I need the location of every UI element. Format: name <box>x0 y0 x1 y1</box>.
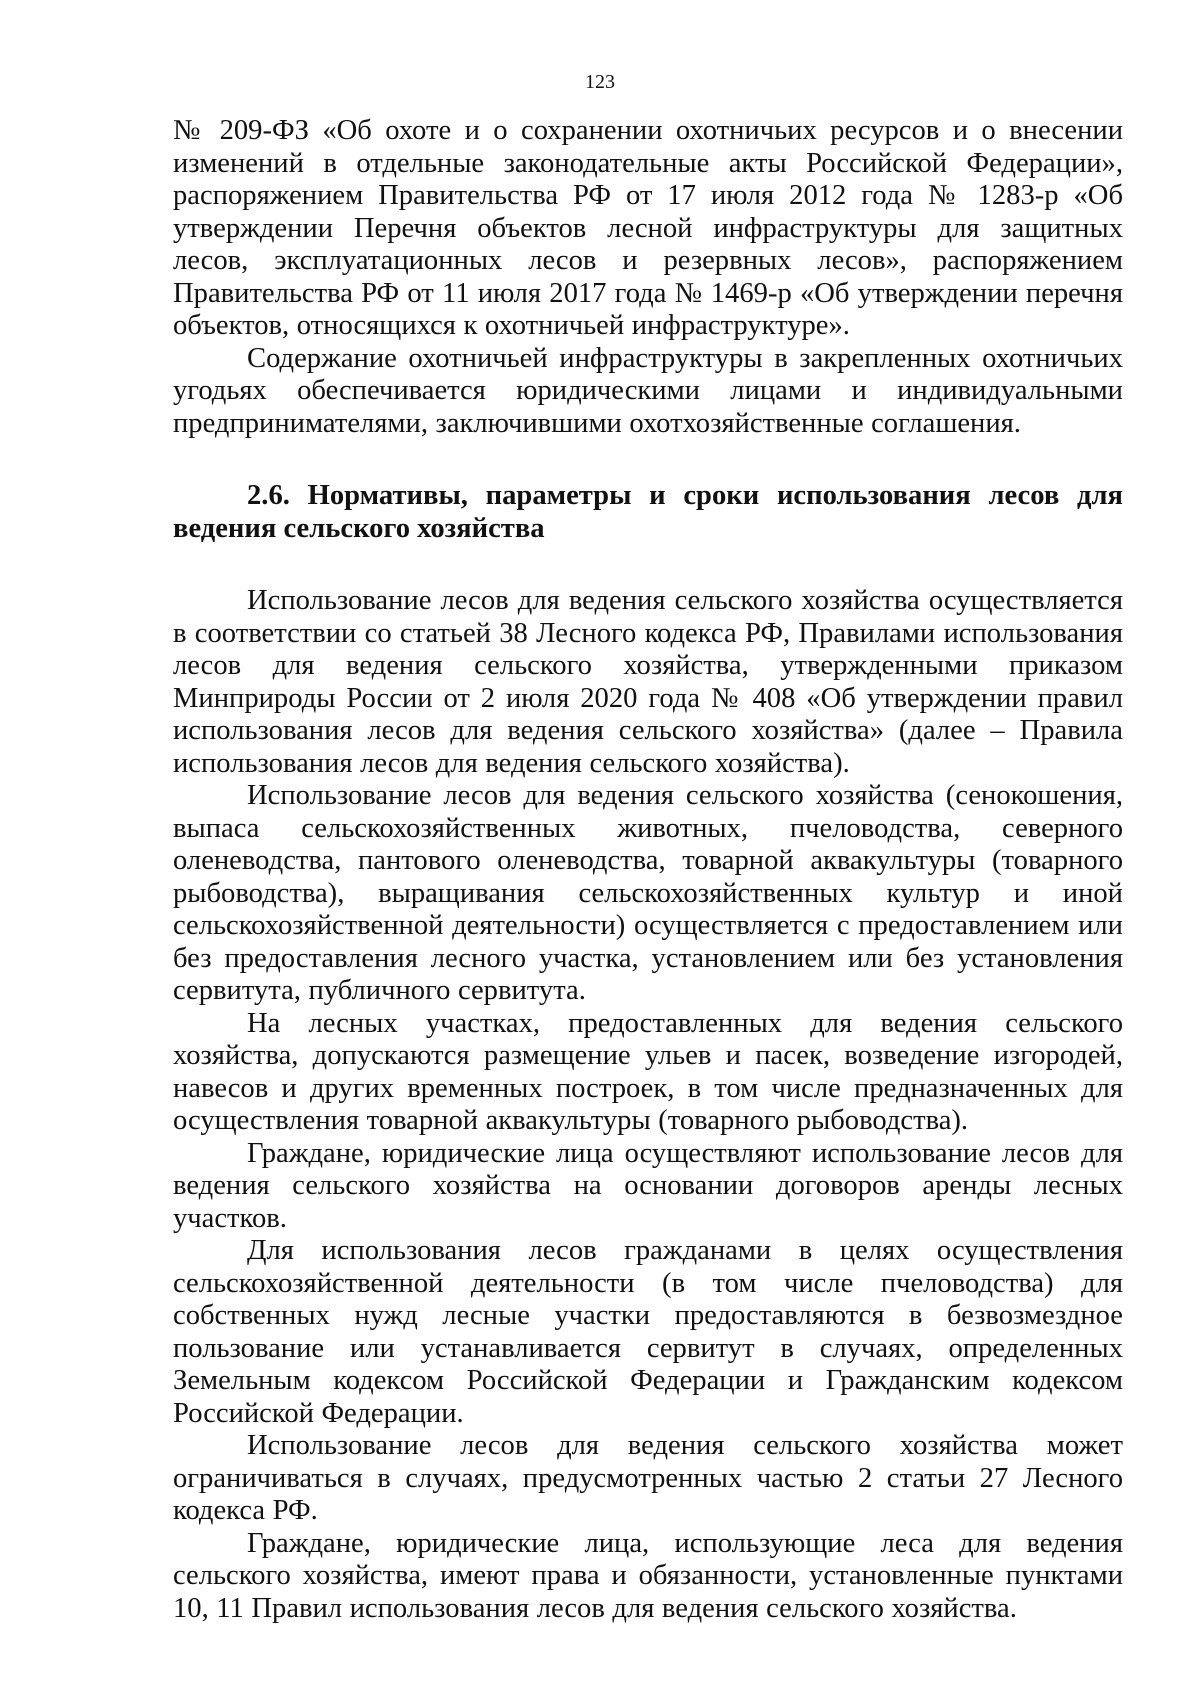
paragraph-lease-basis: Граждане, юридические лица осуществляют использование лесов для ведения сельского хозяйства на основании договоров аренды лесных участков. <box>173 1137 1123 1234</box>
paragraph-allowed-structures: На лесных участках, предоставленных для ведения сельского хозяйства, допускаются размещение ульев и пасек, возведение изгородей, навесов и других временных построек, в том числе предназначенных для осуществления товарной аквакультуры (товарного рыбоводства). <box>173 1007 1123 1136</box>
section-heading: 2.6. Нормативы, параметры и сроки использования лесов для ведения сельского хозяйства <box>173 480 1123 544</box>
paragraph-hunting-infrastructure: Содержание охотничьей инфраструктуры в закрепленных охотничьих угодьях обеспечивается юридическими лицами и индивидуальными предпринимателями, заключившими охотхозяйственные соглашения. <box>173 342 1123 439</box>
spacer <box>173 440 1123 480</box>
paragraph-free-use: Для использования лесов гражданами в целях осуществления сельскохозяйственной деятельности (в том числе пчеловодства) для собственных нужд лесные участки предоставляются в безвозмездное пользование или устанавливается сервитут в случаях, определенных Земельным кодексом Российской Федерации и Гражданским кодексом Российской Федерации. <box>173 1235 1123 1429</box>
spacer <box>173 545 1123 585</box>
paragraph-types-of-use: Использование лесов для ведения сельского хозяйства (сенокошения, выпаса сельскохозяйственных животных, пчеловодства, северного оленеводства, пантового оленеводства, товарной аквакультуры (товарного рыбоводства), выращивания сельскохозяйственных культур и иной сельскохозяйственной деятельности) осуществляется с предоставлением или без предоставления лесного участка, установлением или без установления сервитута, публичного сервитута. <box>173 780 1123 1006</box>
paragraph-legal-basis: Использование лесов для ведения сельского хозяйства осуществляется в соответствии со статьей 38 Лесного кодекса РФ, Правилами использования лесов для ведения сельского хозяйства, утвержденными приказом Минприроды России от 2 июля 2020 года № 408 «Об утверждении правил использования лесов для ведения сельского хозяйства» (далее – Правила использования лесов для ведения сельского хозяйства). <box>173 585 1123 779</box>
page-number: 123 <box>585 71 615 93</box>
paragraph-restrictions: Использование лесов для ведения сельского хозяйства может ограничиваться в случаях, предусмотренных частью 2 статьи 27 Лесного кодекса РФ. <box>173 1430 1123 1526</box>
page-content <box>173 115 1123 1625</box>
paragraph-rights-obligations: Граждане, юридические лица, использующие леса для ведения сельского хозяйства, имеют права и обязанности, установленные пунктами 10, 11 Правил использования лесов для ведения сельского хозяйства. <box>173 1527 1123 1624</box>
paragraph-continuation: № 209-ФЗ «Об охоте и о сохранении охотничьих ресурсов и о внесении изменений в отдельные законодательные акты Российской Федерации», распоряжением Правительства РФ от 17 июля 2012 года № 1283-р «Об утверждении Перечня объектов лесной инфраструктуры для защитных лесов, эксплуатационных лесов и резервных лесов», распоряжением Правительства РФ от 11 июля 2017 года № 1469-р «Об утверждении перечня объектов, относящихся к охотничьей инфраструктуре». <box>173 115 1123 341</box>
